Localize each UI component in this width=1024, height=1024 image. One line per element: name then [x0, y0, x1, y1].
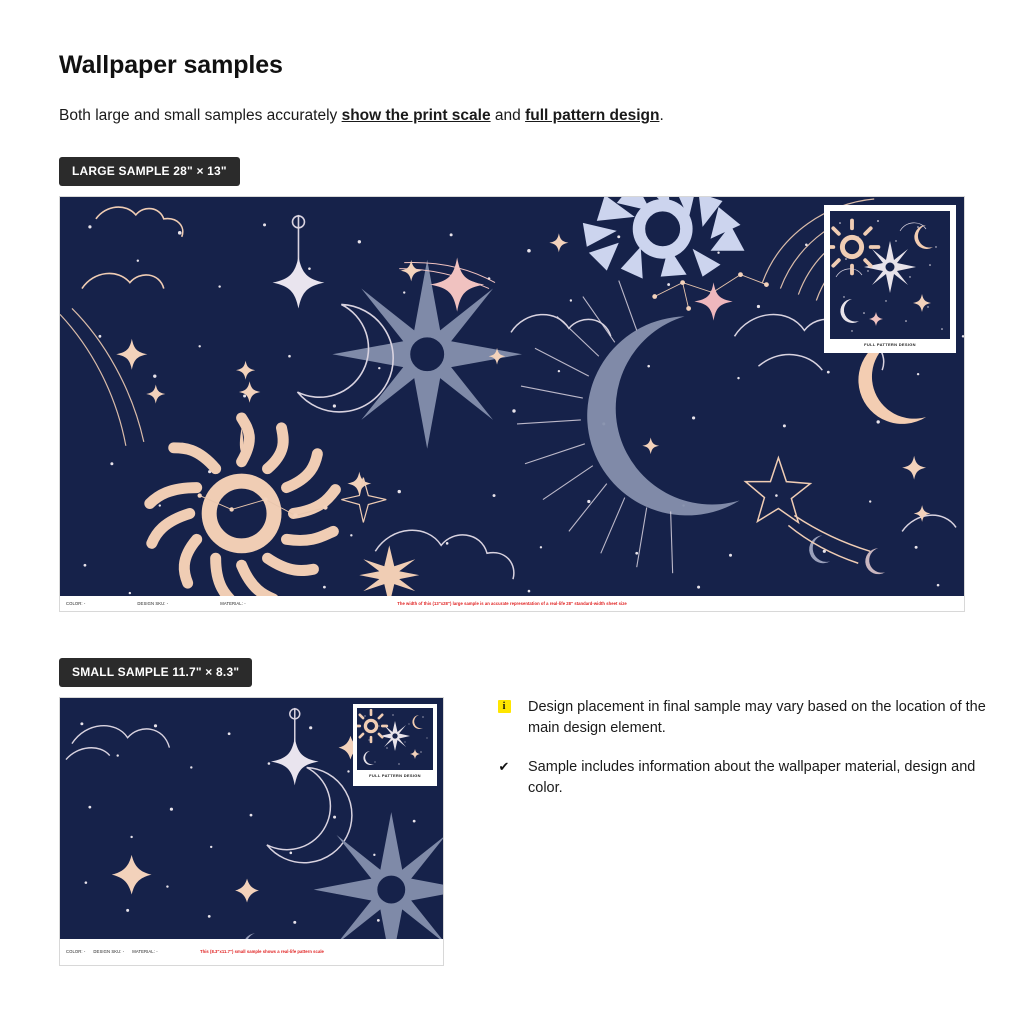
notes-list: [497, 697, 997, 817]
check-icon-glyph: ✔: [498, 758, 510, 774]
note-item-sample-info: [497, 757, 997, 799]
large-sample-info-strip: [60, 596, 964, 611]
subtitle-lead: Both large and small samples accurately: [59, 107, 342, 124]
note-item-placement: [497, 697, 997, 739]
full-pattern-inset-large: [824, 205, 956, 353]
subtitle-link-print-scale[interactable]: show the print scale: [341, 107, 491, 124]
large-sample-preview[interactable]: [59, 196, 965, 612]
strip-field-color-small: COLOR: -: [66, 949, 86, 954]
page-title: Wallpaper samples: [59, 51, 283, 79]
full-pattern-inset-artwork: [830, 211, 950, 339]
subtitle-link-full-pattern[interactable]: full pattern design: [525, 107, 660, 124]
strip-field-material: MATERIAL: -: [220, 601, 246, 606]
strip-field-material-small: MATERIAL: -: [132, 949, 158, 954]
small-strip-note: This (8.3"x11.7") small sample shows a real-life pattern scale: [200, 949, 324, 955]
small-sample-info-strip: [60, 939, 443, 965]
info-icon-glyph: i: [498, 700, 511, 713]
inset-caption-large: FULL PATTERN DESIGN: [864, 342, 916, 347]
large-strip-note: The width of this (13"x28") large sample is an accurate representation of a real-life 28" standard-width sheet size: [397, 601, 627, 606]
subtitle-mid: and: [490, 107, 526, 124]
check-icon: [497, 759, 511, 773]
note-text-sample-info: Sample includes information about the wallpaper material, design and color.: [528, 759, 976, 796]
full-pattern-inset-small: [353, 704, 437, 786]
info-icon: [497, 699, 511, 713]
badge-small-sample: SMALL SAMPLE 11.7" × 8.3": [59, 658, 252, 687]
strip-field-design-sku-small: DESIGN SKU: -: [93, 949, 125, 954]
strip-field-design-sku: DESIGN SKU: -: [137, 601, 169, 606]
full-pattern-inset-artwork-small: [357, 708, 433, 770]
large-strip-fields: [60, 601, 298, 606]
strip-field-color: COLOR: -: [66, 601, 86, 606]
small-strip-fields: [60, 947, 184, 957]
page-subtitle: [59, 107, 664, 125]
badge-large-sample: LARGE SAMPLE 28" × 13": [59, 157, 240, 186]
note-text-placement: Design placement in final sample may vary based on the location of the main design element.: [528, 699, 986, 736]
subtitle-end: .: [659, 107, 664, 124]
inset-caption-small: FULL PATTERN DESIGN: [369, 773, 421, 778]
small-sample-preview[interactable]: [59, 697, 444, 966]
